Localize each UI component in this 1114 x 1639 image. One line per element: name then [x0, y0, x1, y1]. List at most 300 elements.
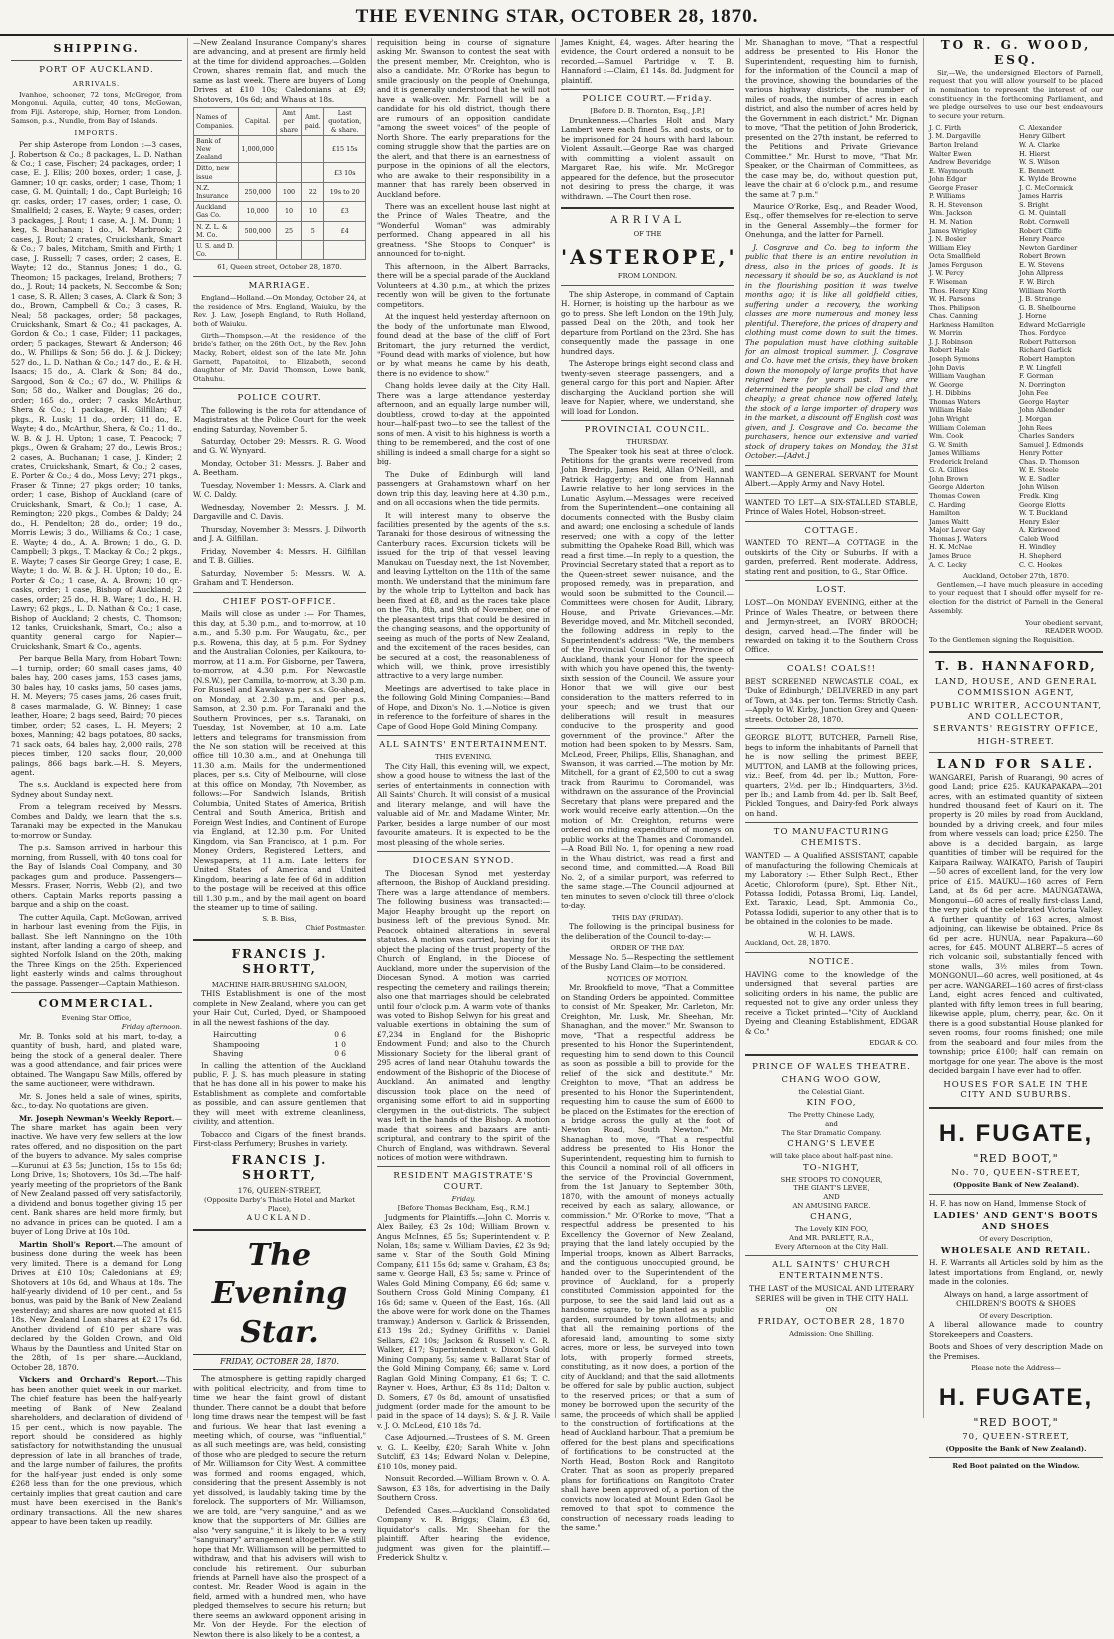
table-cell: U. S. and D. Co.: [194, 240, 239, 259]
every-desc: Of every Description,: [979, 1234, 1053, 1243]
sholl-heading: Martin Sholl's Report.: [19, 1239, 116, 1249]
table-cell: 10: [276, 202, 301, 221]
divider: [745, 659, 918, 660]
signatory-name: H. Shepherd: [1019, 551, 1062, 560]
signatory-name: James Ferguson: [929, 260, 983, 269]
signatory-name: Robert Hale: [929, 346, 970, 355]
editorial-cont-4: At the inquest held yesterday afternoon on the body of the unfortunate man Elwood, found dead at the base of the cliff of Fort Britomart, the jury returned the verdict, "Found dead with marks of violence, but how or by what means he came by his death, there is no evidence to show.": [377, 312, 550, 378]
signatory-name: John Wright: [929, 414, 970, 423]
signatory-name: W. S. Wilson: [1019, 158, 1060, 167]
rota-item: Saturday, October 29: Messrs. R. G. Wood and G. W. Wynyard.: [193, 437, 366, 456]
stoops: SHE STOOPS TO CONQUER,: [780, 1175, 883, 1184]
price-value: 0 6: [334, 1030, 346, 1040]
signatory-name: J. H. Dibbins: [929, 389, 971, 398]
signatory-name: J. Horne: [1019, 312, 1047, 321]
hannaford-line: HIGH-STREET.: [977, 737, 1055, 748]
table-cell: 10,000: [239, 202, 277, 221]
levee-text: will take place about half-past nine.: [770, 1152, 893, 1161]
all-saints-heading: ALL SAINTS' ENTERTAINMENT.: [379, 740, 548, 751]
signatory-name: Henry Pearce: [1019, 235, 1065, 244]
provincial-text: The Speaker took his seat at three o'clock. Petitions for the grants were received from John Bredrip, James Reid, Allan O'Neill, and Patrick Haggerty; and one from Hannah Lawrie relative to her long services in the Lunatic Asylum.—Messages were received from the Superintendent—one containing all documents connected with the Busby claim and award; one enclosing a schedule of lands reserved; one with a copy of the letter submitting the Opaheke Road Bill, which was read a first time.—In reply to a question, the Provincial Secretary stated that a report as to the Queen-street sewer nuisance, and the proposed remedy, was in preparation, and would soon be submitted to the Council.—Committees were chosen for Audit, Library, House, and Private Grievances.—Mr. Beveridge moved, and Mr. Mitchell seconded, the following address in reply to the Superintendent's address: "We, the members of the Provincial Council of the Province of Auckland, thank your Honor for the speech with which you have opened this, the twenty-sixth session of the Council. We assure your Honor that we will give our best consideration to the matters referred to in your speech; and we trust that our deliberations will result in measures conducive to the prosperity and good government of the province." After the motion had been spoken to by Messrs. Sam, McLeod, Freer, Philips, Ellis, Shanaghan, and Swanson, it was carried.—The motion by Mr. Mitchell, for a grant of £2,500 to cut a swag track from Raurimu to Coromandel, was withdrawn on the assurance of the Provincial Secretary that plans were prepared and the work would receive early attention.—On the motion of Mr. Creighton, returns were ordered on riding expenditure of moneys on public works at the Thames and Coromandel.—A Road Bill No. 1, for opening a new road in the Whau district, was read a first and second time, and committed.—A Road Bill No. 2, of a similar purport, was referred to the same stage.—The Council adjourned at ten minutes to seven o'clock till three o'clock to-day.: [561, 446, 734, 911]
wood-date: Auckland, October 27th, 1870.: [962, 572, 1069, 581]
divider: [745, 822, 918, 823]
notice-heading: NOTICE.: [808, 957, 855, 968]
editorial-cont-3: This afternoon, in the Albert Barracks, there will be a special parade of the Auckland Volunteers at 4.30 p.m., at which the prizes recently won will be given to the fortunate competitors.: [377, 261, 550, 309]
coals-heading: COALS! COALS!!: [786, 663, 877, 674]
signatory-name: C. Harding: [929, 500, 966, 509]
table-row: [194, 182, 366, 201]
signatory-name: R. H. Stevenson: [929, 200, 983, 209]
signatory-name: William Eley: [929, 243, 971, 252]
table-row: [194, 240, 366, 259]
post-sign: S. B. Biss,: [262, 915, 297, 924]
table-cell: 19s to 20: [324, 182, 366, 201]
opp-bank-2: (Opposite the Bank of New Zealand).: [945, 1444, 1087, 1453]
signatory-name: G. M. Quintall: [1019, 209, 1066, 218]
table-row: [194, 221, 366, 240]
aquila-text: The cutter Aquila, Capt. McGowan, arrived in harbour last evening from the Fijis, in ballast. She left Nanningno on the 10th instant, after landing a cargo of sheep, and sighted Norfolk Island on the 20th, making the Three Kings on the 25th. Experienced light easterly winds and calms throughout the passage. Passenger—Captain Mathieson.: [11, 912, 182, 988]
on-date: FRIDAY, OCTOBER 28, 1870: [757, 1316, 906, 1327]
please-note: Please note the Address—: [971, 1364, 1061, 1373]
editorial-cont-2: There was an excellent house last night at the Prince of Wales Theatre, and the "Wonderful Woman" was admirably performed. Chang appeared in all his greatness. "She Stoops to Conquer" is announced for to-night.: [377, 201, 550, 259]
table-cell: 10: [302, 202, 324, 221]
manuf-sign: W. H. LAWS.: [808, 929, 855, 939]
signatory-name: Joseph Symons: [929, 355, 980, 364]
divider: [929, 1107, 1103, 1109]
signatory-name: N. Dorrington: [1019, 380, 1066, 389]
signatory-name: William Coleman: [929, 423, 986, 432]
table-cell: [239, 240, 277, 259]
rota-item: Thursday, November 3: Messrs. J. Dilworth and J. A. Gilfillan.: [193, 524, 366, 544]
blott-ad: GEORGE BLOTT, BUTCHER, Parnell Rise, begs to inform the inhabitants of Parnell that he is now selling the primest BEEF, MUTTON, and LAMB at the following prices, viz.: Beef, from 4d. per lb.; Mutton, Fore-quarters, 2½d. per lb.; Hindquarters, 3½d. per lb.; and Lamb from 4d. per lb. Salt Beef, Pickled Tongues, and Dairy-fed Pork always on hand.: [745, 733, 918, 818]
rota-item: Wednesday, November 2: Messrs. J. M. Dargaville and C. Davis.: [193, 502, 366, 522]
imports-text-2: Per barque Bella Mary, from Hobart Town:—1 turnip, order; 60 small cases jams, 40 bales hay, 200 cases jams, 153 cases jams, 30 bales hay, 10 casks jams, 50 cases jams, H. M. Meyers; 75 cases jams, 26 cases fruit, 8 cases marmalade, G. W. Binney; 1 case leather, Hoare; 2 bags seed, Baird; 70 pieces timber, order; 52 cases, L. H. Meyers; 2 boxes, Manning; 42 bags potatoes, 80 sacks, 71 sack oats, 64 bales hay, 2,000 rails, 278 pieces timber, 120 sacks flour, 20,000 palings, 866 bags bark.—H. S. Meyers, agent.: [11, 654, 182, 778]
column-3: [372, 38, 556, 1562]
signatory-name: Octa Smallfield: [929, 252, 981, 261]
farce: AN AMUSING FARCE.: [792, 1201, 871, 1210]
shortt-opposite: (Opposite Darby's Thistle Hotel and Market Place),: [204, 1195, 355, 1213]
red-boot-2: "RED BOOT,": [973, 1415, 1059, 1429]
table-cell: 1,000,000: [239, 135, 277, 163]
wood-text: Sir,—We, the undersigned Electors of Parnell, request that you will allow yourself to be placed in nomination to represent the interest of our constituency in the forthcoming Parliament, and we pledge ourselves to use our best endeavours to secure your return.: [929, 68, 1103, 121]
shortt-city: AUCKLAND.: [246, 1213, 313, 1223]
signatory-name: Thos. Fordyce: [1019, 329, 1067, 338]
signatory-name: F. Wiseman: [929, 277, 968, 286]
signatory-name: Andrew Beveridge: [929, 158, 992, 167]
divider: [745, 1255, 918, 1256]
police-intro: The following is the rota for attendance of Magistrates at the Police Court for the week ending Saturday, November 5.: [193, 405, 366, 434]
fugate-text: H. F. has now on Hand, Immense Stock of: [929, 1198, 1086, 1208]
wholesale: WHOLESALE AND RETAIL.: [940, 1245, 1092, 1256]
divider: [745, 728, 918, 729]
signatory-name: W. T. Buckland: [1019, 509, 1068, 518]
editorial-cont-8: Meetings are advertised to take place in the following Gold Mining Companies:—Band of Hope, and Dixon's No. 1.—Notice is given in reference to the forfeiture of shares in the Cape of Good Hope Gold Mining Company.: [377, 683, 550, 731]
table-cell: [276, 135, 301, 163]
manuf-date: Auckland, Oct. 28, 1870.: [745, 939, 831, 948]
rota-item: Monday, October 31: Messrs. J. Baber and A. Beetham.: [193, 458, 366, 478]
signatory-name: Thomas J. Waters: [929, 534, 987, 543]
provincial-heading: PROVINCIAL COUNCIL.: [584, 424, 711, 435]
signatory-name: Walter Ewen: [929, 149, 972, 158]
signatory-name: Hamilton: [929, 509, 961, 518]
signatory-name: James Wrigley: [929, 226, 977, 235]
no-70: No. 70, QUEEN-STREET,: [951, 1168, 1081, 1179]
lost-heading: LOST.: [816, 585, 847, 596]
warrants: H. F. Warrants all Articles sold by him as the latest importations from England, or, newly made in the colonies.: [929, 1258, 1103, 1287]
signatory-name: W. George: [929, 380, 964, 389]
arrivals-text: Ivanhoe, schooner, 72 tons, McGregor, from Mongonui. Aquila, cutter, 40 tons, McGowan, from Fiji. Asterope, ship, Horner, from London. Samson, p.s., Nundle, from Bay of Islands.: [11, 90, 182, 125]
col-header: Last quotation, & share.: [324, 108, 366, 136]
divider: [929, 651, 1103, 653]
price-row: [213, 1030, 346, 1039]
signatory-name: A. Kirkwood: [1019, 526, 1060, 535]
signatory-name: W. Morrin: [929, 329, 963, 338]
signatory-name: Robert Brown: [1019, 252, 1066, 261]
signatory-name: C. C. Hookes: [1019, 560, 1062, 569]
signatory-name: W. E. Sadler: [1019, 474, 1060, 483]
arrivals-heading: ARRIVALS.: [72, 79, 121, 88]
theatre-kinfoo: KIN FOO,: [806, 1098, 857, 1109]
column-2: [188, 38, 372, 1639]
imports-text: Per ship Asterope from London :—3 cases, J. Robertson & Co.; 8 packages, L. D. Nathan & Co.; 1 case, Fischer; 24 packages, order; 1 case, E. J. Ellis; 200 boxes, order; 1 case, J. Gamner; 10 qr. casks, order; 1 case, Thom; 1 case, G. M. Quintall; 1 do., Capt Burleigh; 16 qr. casks, order; 17 cases, order; 1 case, O. Smallfield; 2 cases, E. Wayte; 9 cases, order; 3 packages, J. Rout; 1 case, A. J. M. Dunn; 1 keg, S. Buchanan; 1 do., M. Marbrook; 2 cases, J. Rout; 2 crates, Cruickshank, Smart & Co.; 7 bales, Mitcham, Smith and Firth; 1 case, J. Russell; 7 cases, order; 2 cases, E. Wayte; 12 do., Stannus Jones; 1 do., G. Theomon; 15 packages, Ireland, Brothers; 7 do., J. Rout; 14 packets, N. Seccombe & Son; 1 case, S. R. Allen; 3 cases, A. Clark & Son; 3 do., Brown, Campbell & Co.; 3 cases, R. Neal; 58 packages, order; 58 packages, Cruickshank, Smart & Co.; 41 packages, A. Gordon & Co.; 1 case, Filder; 11 packages, order; 5 packages, Stewart & Anderson; 46 do., W. Phillips & Son; 56 do. J. & J. Dickey; 527 do., L. D. Nathan & Co.; 147 do., E. & H. Isaacs; 15 do., A. Clark & Son; 84 do., Sargood, Son & Co.; 67 do., W. Phillips & Son; 58 do., Walker and Douglas; 26 do., order; 165 do., order; 7 casks McArthur, Shera & Co.; 1 package, H. Gilfillan; 47 pkgs., R. Lusk; 11 do., order; 11 do., E. Wayte; 4 do., McArthur, Shera, & Co.; 11 do., W. B. & J. H. Upton; 1 case, T. Peacock; 7 pkgs., Owen & Graham; 27 do., Lewis Bros.; 2 cases, A. Buchanan; 1 case, J. Kinder; 2 crates, Cruickshank, Smart, & Co.; 2 cases, E. Porter & Co.; 4 do., Moss Levy; 271 pkgs., Fraser & Tinne; 27 pkgs order; 10 tanks, order; 1 case, Bishop of Auckland (care of Cruickshank, Smart, & Co.); 1 case, A. Remington; 220 pkgs., Combes & Daldy; 24 do., H. Pendelton; 28 do., order; 19 do., Morris Lewis; 3 do., Williams & Co.; 1 case, E. Wayte; 4 do., A. A. Brown; 1 do., G. D. Campbell; 3 pkgs., T. Mackay & Co.; 2 pkgs., E. Wayte; 7 cases Sir George Grey; 1 case, E. Wayte; 1 do. W. B. & J. H. Upton; 10 do., E. Porter & Co.; 1 case, A. A. Brown; 10 qr.-casks, order; 1 case, Bishop of Auckland; 2 cases, order; 25 do., H. B. Ware; 1 do., H. H. Lawry; 62 pkgs., L. D. Nathan & Co.; 1 case, Bishop of Auckland; 2 chests, C. Thomson; 12 tanks, Cruickshank, Smart, Co.; also a quantity general cargo for Napier—Cruickshank, Smart & Co., agents.: [11, 140, 182, 651]
theatre-lady: The Pretty Chinese Lady,: [788, 1111, 875, 1120]
column-6: [924, 38, 1108, 1471]
notice-sign: EDGAR & CO.: [869, 1039, 918, 1048]
price-value: 0 6: [334, 1049, 346, 1059]
divider: [193, 939, 366, 941]
signatory-name: John Fee: [1019, 389, 1049, 398]
table-cell: [239, 163, 277, 182]
rota-item: Saturday, November 5: Messrs. W. A. Graham and T. Henderson.: [193, 568, 366, 588]
no-70-2: 70, QUEEN-STREET,: [962, 1431, 1070, 1442]
rota-item: Tuesday, November 1: Messrs. A. Clark and W. C. Daldy.: [193, 480, 366, 500]
post-office-text: Mails will close as under :— For Thames, this day, at 5.30 p.m., and to-morrow, at 10 a.m., and 5.30 p.m. For Waugatu, &c., per p.s. Rowena, this day, at 5 p.m. For Sydney and the Australian Colonies, per Kaikoura, to-morrow, at 11 a.m. For Gisborne, per Tawera, to-morrow, at 4.30 p.m. For Newcastle (N.S.W.), per Camilla, to-morrow, at 3.30 p.m. For Russell and Kawakawa per s.s. Go-ahead, on Monday, at 2.30 p.m., and per p.s. Samson, at 2.30 p.m. For Taranaki and the Southern Provinces, per s.s. Taranaki, on Tuesday, 1st November, at 10 a.m. Late letters and telegrams for transmission from the Ne son station will be received at this office till 10.30 a.m., and at Onehunga till 11.30 a.m. Mails for the undermentioned places, per s.s. City of Melbourne, will close at this office on Monday, 7th November, as follows:—For Sandwich Islands, British Columbia, United States of America, British Central and South America, British and Foreign West Indies, and Continent of Europe via England, at 12.30 p.m. For United Kingdom, via San Francisco, at 1 p.m. For Money Orders, Registered Letters, and Newspapers, at 11 a.m. Late letters for United States of America and United Kingdom, bearing a late fee of 6d in addition to the postage will be received at this office till 1.30 p.m., and by the mail agent on board the steamer up to time of sailing.: [193, 609, 366, 912]
signatory-name: E. Waymouth: [929, 166, 974, 175]
shortt-text-3: Tobacco and Cigars of the finest brands. First-class Perfumery; Brushes in variety.: [193, 1129, 366, 1149]
signatory-name: Caleb Wood: [1019, 534, 1059, 543]
resident-before: [Before Thomas Beckham, Esq., R.M.]: [397, 1203, 530, 1212]
liberal-line: A liberal allowance made to country Storekeepers and Coasters.: [929, 1320, 1103, 1339]
price-value: 1 0: [334, 1039, 346, 1049]
signatory-name: Wm. Jackson: [929, 209, 973, 218]
nonsuit: Nonsuit Recorded.—William Brown v. O. A. Sawson, £3 18s, for advertising in the Daily Southern Cross.: [377, 1474, 550, 1503]
giants-levee: THE GIANT'S LEVEE,: [793, 1184, 870, 1193]
resident-text: Judgments for Plaintiffs.—John C. Morris v. Alex Bailey, £3 2s 10d; William Brown v. Angus McInnes, £5 5s; Superintendent v. P. Nolan, 18s; same v. William Davies, £2 3s 9d; same v. Star of the South Gold Mining Company, £11 15s 6d; same v. Graham, £3 8s; same v. George Hall, £3 5s; same v. Prince of Wales Gold Mining Company, £6 6d; same v. Southern Cross Gold Mining Company, £1 16s 6d; same v. Queen of the East, 16s. (All the above were for work done on the Thames tramway.) Anderson v. Garlick & Brissenden, £13 19s 2d.; Sydney Griffiths v. Daniel Sellars, £2 10s; Jackson & Russell v. C. R. Walker, £17; Superintendent v. Dixon's Gold Mining Company, 5s; same v. Ballarat Star of the Gold Mining Company, £6; same v. Lord Raglan Gold Mining Company, £1 6s; T. C. Rayner v. Hoes, Arthur, £3 8s 11d; Dalton v. D. Somers, £7 0s 8d, amount of unsatisfied judgment (order made for the amount to be paid in the space of 14 days); S. & J. R. Vaile v. J. O. McLeod, £10 18s 7d.: [377, 1212, 550, 1430]
signatory-name: Henry Esler: [1019, 517, 1060, 526]
divider: [929, 752, 1103, 753]
col-header: Amt. paid.: [302, 108, 324, 136]
marriage-text: England—Holland.—On Monday, October 24, at the residence of Mrs. England, Waiuku, by the Rev. J. Law, Joseph England, to Ruth Holland, both of Waiuku.: [193, 293, 366, 328]
this-evening: THIS EVENING.: [435, 753, 492, 762]
star-date: FRIDAY, OCTOBER 28, 1870.: [193, 1354, 366, 1370]
signatory-name: Henry Potter: [1019, 449, 1063, 458]
signatory-name: J. N. Bosler: [929, 235, 967, 244]
signatory-name: George Fraser: [929, 183, 978, 192]
signatory-name: H. Windley: [1019, 543, 1056, 552]
col-header: Names of Companies.: [194, 108, 239, 136]
signatory-name: John Rees: [1019, 423, 1053, 432]
table-cell: £3 10s: [324, 163, 366, 182]
newman-report: [11, 1114, 182, 1237]
coals-ad: BEST SCREENED NEWCASTLE COAL, ex 'Duke of Edinburgh,' DELIVERED in any part of Town, at 34s. per ton. Terms: Strictly Cash.—Apply to W. Kirby, Junction Grey and Queen-streets. October 28, 1870.: [745, 676, 918, 724]
divider: [745, 952, 918, 953]
all-saints-text: The City Hall, this evening will, we expect, show a good house to witness the last of the series of entertainments in connection with All Saints' Church. It will consist of a musical and literary melange, and will have the valuable aid of Mr. and Madame Winter, Mr. Parker, besides a large number of our most favourite amateurs. It is expected to be the most pleasing of the whole series.: [377, 761, 550, 847]
divider: [745, 465, 918, 466]
post-office-heading: CHIEF POST-OFFICE.: [222, 596, 337, 607]
admission: Admission: One Shilling.: [789, 1329, 874, 1338]
theatre-heading: PRINCE OF WALES THEATRE.: [752, 1061, 911, 1072]
table-cell: 100: [276, 182, 301, 201]
asterope-text: The ship Asterope, in command of Captain H. Horner, is hoisting up the harbour as we go to press. She left London on the 19th July, passed Deal on the 20th, and took her departure from Portland on the 23rd. She has consequently made the passage in one hundred days.: [561, 289, 734, 356]
wood-sign: READER WOOD.: [1044, 627, 1103, 636]
arrival-heading: ARRIVAL: [610, 215, 685, 227]
signatory-name: Robert Patterson: [1019, 337, 1076, 346]
port-heading: PORT OF AUCKLAND.: [39, 65, 154, 76]
signatory-name: J. M. Dargaville: [929, 132, 981, 141]
signatory-name: Chas. Canning: [929, 312, 978, 321]
police-before: [Before D. B. Thornton, Esq., J.P.]: [590, 107, 705, 116]
signatory-name: William Vaughan: [929, 372, 986, 381]
commercial-text-2: Mr. S. Jones held a sale of wines, spirits, &c., to-day. No quotations are given.: [11, 1091, 182, 1111]
table-cell: [302, 163, 324, 182]
signatory-name: G. W. Smith: [929, 440, 968, 449]
editorial-cont-5: Chang holds levee daily at the City Hall. There was a large attendance yesterday afternoon, and an equally large number will, doubtless, crowd to-day at the appointed hour—half-past two—to see the tallest of the sons of men. A visit to his highness is worth a thing to be remembered, and the cost of one shilling is indeed a small charge for a sight so big.: [377, 381, 550, 467]
newman-text: —The share market has again been very inactive. We have very few sellers at the low rates offered, and no disposition on the part of the buyers to advance. My sales comprise—Kurunui at £3 5s; Junction, 15s to 15s 6d; Long Drive, 1s; Shotovers, 10s 3d.—The half-yearly meeting of the proprietors of the Bank of New Zealand passed off very satisfactorily, a dividend and bonus together giving 15 per cent. Bank shares are held more firmly, but no advance in prices can be quoted. I am a buyer of Long Drive at 10s 10d.: [11, 1113, 182, 1237]
signatory-name: H. K. McNae: [929, 543, 973, 552]
price-label: Shampooing: [213, 1039, 260, 1049]
wood-reply: Gentlemen,—I have much pleasure in acceding to your request that I should offer myself for re-election for the district of Parnell in the General Assembly.: [929, 580, 1103, 615]
every-afternoon: Every Afternoon at the City Hall.: [774, 1242, 889, 1251]
signatory-name: Robert Cliffe: [1019, 226, 1062, 235]
signatory-name: Robert Hampton: [1019, 355, 1075, 364]
sholl-text: —The amount of business done during the week has been very limited. There is a demand for Long Drives at £10 10s; Caledonians at £9; Shotovers at 10s 6d, and Whaus at 18s. The half-yearly dividend of 10 per cent., and 5s bonus, was paid by the Bank of New Zealand yesterday; and shares are now quoted at £15 18s. New Zealand Loan shares at £2 17s 6d. Another dividend of £10 per share was declared by the Golden Crown, and Old Whaus by the Dauntless and United Star on the 28th, of 1s per share.—Auckland, October 28, 1870.: [11, 1239, 182, 1372]
signatory-name: Richard Garlick: [1019, 346, 1072, 355]
signatory-name: Barton Ireland: [929, 140, 979, 149]
price-label: Shaving: [213, 1049, 244, 1059]
signatory-name: Thos. Philipson: [929, 303, 981, 312]
table-row: [194, 202, 366, 221]
signatory-name: P. W. Lingfell: [1019, 363, 1062, 372]
table-cell: 25: [276, 221, 301, 240]
signatory-name: J. Morgan: [1019, 414, 1052, 423]
table-cell: [324, 240, 366, 259]
diocesan-heading: DIOCESAN SYNOD.: [412, 856, 515, 867]
table-cell: £3: [324, 202, 366, 221]
editorial-cont-6: The Duke of Edinburgh will land passengers at Grahamstown wharf on her down trip this day, leaving here at 4.30 p.m., and on all occasions when the tide permits.: [377, 469, 550, 508]
signatory-name: J. W. Percy: [929, 269, 964, 278]
theatre-chang: CHANG WOO GOW,: [781, 1074, 882, 1085]
signatory-name: John Allpress: [1019, 269, 1064, 278]
shortt-name: FRANCIS J. SHORTT,: [231, 1152, 328, 1183]
divider: [377, 1166, 550, 1167]
table-cell: £15 15s: [324, 135, 366, 163]
table-cell: 5: [302, 221, 324, 240]
signatory-name: Samuel J. Edmonds: [1019, 440, 1084, 449]
signatory-name: John Allender: [1019, 406, 1065, 415]
chang-2: CHANG,: [810, 1212, 853, 1223]
cottage-heading: COTTAGE.: [804, 525, 859, 536]
signatory-name: S. Bright: [1019, 200, 1049, 209]
auckland-expected: The s.s. Auckland is expected here from Sydney about Sunday next.: [11, 780, 182, 799]
signatory-name: Thomas Cowen: [929, 492, 981, 501]
signatory-name: E. Bennett: [1019, 166, 1055, 175]
table-cell: Ditto, new issue: [194, 163, 239, 182]
price-list: [213, 1030, 346, 1058]
table-cell: [302, 135, 324, 163]
theatre-and: and: [825, 1119, 838, 1128]
nomination-text: Maurice O'Rorke, Esq., and Reader Wood, Esq., offer themselves for re-election to serve in the General Assembly—the former for Onehunga, and the latter for Parnell.: [745, 201, 918, 240]
divider: [193, 592, 366, 593]
last-entertainment: THE LAST of the MUSICAL AND LITERARY SERIES will be given in THE CITY HALL: [748, 1284, 915, 1303]
friday-line: Friday afternoon.: [121, 1023, 182, 1032]
divider: [193, 388, 366, 389]
divider: [11, 60, 182, 61]
price-row: [213, 1049, 346, 1058]
nz-insurance-text: —New Zealand Insurance Company's shares are advancing, and at present are firmly held at the time for dividend approaches.—Golden Crown, shares remain flat, and much the same as last week. There are buyers of Long Drives at £10 10s; Caledonians at £9; Shotovers, 10s 6d; and Whaus at 18s.: [193, 38, 366, 104]
columns: [6, 38, 1108, 1639]
fugate-heading-2: H. FUGATE,: [938, 1384, 1094, 1412]
from-london: FROM LONDON.: [617, 272, 678, 281]
divider: [561, 285, 734, 286]
notices-heading: NOTICES OF MOTION.: [606, 974, 689, 983]
vickers-text: —This has been another quiet week in our market. The chief feature has been the half-yearly meeting of Bank of New Zealand shareholders, and declaration of dividend of 15 per cent., which is now payable. The report should be considered as highly satisfactory for notwithstanding the unusual depression of late in all branches of trade, and the large number of failures, the profits for the half-year just ended is only some £268 less than for the one previous, which certainly implies that great caution and care must have been exercised in the Bank's ordinary transactions. All the new shares appear to have been taken up readily.: [11, 1375, 182, 1527]
signatory-name: George Alderton: [929, 483, 985, 492]
column-1: [6, 38, 188, 1527]
divider: [11, 992, 182, 993]
signatory-name: Chas. D. Thomson: [1019, 457, 1080, 466]
col-header: Amt per share: [276, 108, 301, 136]
vickers-heading: Vickers and Orchard's Report.: [19, 1375, 159, 1385]
divider: [745, 580, 918, 581]
manuf-ad: WANTED — A Qualified ASSISTANT, capable of manufacturing the following Chemicals at my Laboratory :— Ether Sulph Rect., Ether Acetic, Chloroform (pure), Spt. Ether Nit., Potassa Iodidi, Potassa Bromi, Liq. Landel, Ext. Taraxic, Lead, Spt. Ammonia Co., Potassa Iodidi, superior to any other that is to be obtained in the colonies to be made.: [745, 851, 918, 927]
order-heading: ORDER OF THE DAY.: [610, 944, 685, 953]
rota-item: Friday, November 4: Messrs. H. Gilfillan and T. B. Gillies.: [193, 546, 366, 566]
notices-text: Mr. Brookfield to move, "That a Committee on Standing Orders be appointed. Committee to consist of Mr. Speaker, Mr. Carleton, Mr. Creighton, Mr. Lusk, Mr. Sheehan, Mr. Shanaghan, and the mover." Mr. Swanson to move, "That a respectful address be presented to his Honor the Superintendent, requesting him to send down to this Council as soon as possible a bill to provide for the relief of the sick and destitute." Mr. Creighton to move, "That an address be presented to his Honor the Superintendent, requesting him to cause the sum of £600 to be placed on the Estimates for the erection of a bridge across the gully at the foot of Newton Road, South Newton." Mr. Shanaghan to move, "That a respectful address be presented to His Honor the Superintendent, requesting him to furnish to this Council a nominal roll of all officers in the service of the Provincial Government, from the 1st January to September 30th, 1870, with the amount of moneys actually received by each as salary, allowance, or commission." Mr. O'Rorke to move, "That a respectful address be presented to his Excellency the Governor of New Zealand, praying that the land lately occupied by the Imperial troops, known as Albert Barracks, and the contiguous unoccupied ground, be handed over to the Superintendent of the province of Auckland, for a properly constituted Commission appointed for the purpose, to see the said land laid out as a handsome square, to be planted as a public garden, surrounded by town allotments; and that all the remaining portions of the aforesaid land, amounting to some sixty acres, more or less, be surveyed into town lots, with properly formed streets, constituting, as it now does, a portion of the city of Auckland; and that the said allotments be offered for sale by public auction, subject to the reserved prices; or that a sum of money be borrowed upon the security of the same, the proceeds of which shall be applied to the construction of fortifications at the head of Auckland harbour. That a premium be offered for the best plans and specifications of fortifications to be constructed at the North Head, Boston Rock and Rangitoto Crater. That as soon as properly prepared plans for fortifications on Rangitoto Crater shall have been approved of, a portion of the convicts now located at Mount Eden Gaol be removed to that spot to commence the construction of necessary roads leading to the same.": [561, 983, 734, 1533]
on-line: ON: [825, 1306, 838, 1315]
signatory-name: J. C. McCormick: [1019, 183, 1073, 192]
notice-ad: HAVING come to the knowledge of the undersigned that several parties are soliciting orders in his name, the public are requested not to give any order unless they receive a Ticket printed—"City of Auckland Dyeing and Cleaning Establishment, EDGAR & Co.": [745, 969, 918, 1036]
signatory-name: James Harris: [1019, 192, 1063, 201]
divider: [929, 1457, 1103, 1458]
hannaford-line: LAND, HOUSE, AND GENERAL COMMISSION AGENT,: [934, 676, 1098, 698]
boots-made: Boots and Shoes of very description Made on the Premises.: [929, 1342, 1103, 1361]
theatre-giant: the Celestial Giant.: [798, 1087, 865, 1096]
imports-heading: IMPORTS.: [74, 129, 119, 138]
signatory-name: John Edgar: [929, 175, 967, 184]
police-court-heading: POLICE COURT.: [237, 392, 322, 403]
table-cell: N.Z. Insurance: [194, 182, 239, 201]
signatory-name: W. E. Steele: [1019, 466, 1059, 475]
editorial-cont-7: It will interest many to observe the facilities presented by the agents of the s.s. Taranaki for those desirous of witnessing the Canterbury races. Excursion tickets will be issued for the trip of that vessel leaving Manukau on Tuesday next, the 1st November, and leaving Lyttelton on the 11th of the same month. We understand that the minimum fare by the whole trip to Lyttelton and back has been fixed at £8, and as the races take place on the 7th, 8th, and 9th of November, one of the pleasantest trips that could be desired in the changing seasons, and the opportunity of seeing as much of the ports of New Zealand, and the excitement of the races besides, can be secured at a cost, the reasonableness of which will, we think, prove irresistibly attractive to a very large number.: [377, 510, 550, 681]
signatory-name: Newton Gardiner: [1019, 243, 1078, 252]
signatory-name: Frederick Ireland: [929, 457, 988, 466]
samson-text: The p.s. Samson arrived in harbour this morning, from Russell, with 40 tons coal for the Bay of Islands Coal Company, and 30 packages gum and produce. Passengers—Messrs. Fraser, Norris, Webb (2), and two others. Captain Marks reports passing a barque and a ship on the coast.: [11, 843, 182, 910]
cottage-ad: WANTED TO RENT—A COTTAGE in the outskirts of the City or Suburbs. If with a garden, preferred. Rent moderate. Address, stating rent and position, to G., Star Office.: [745, 538, 918, 576]
parlett: And MR. PARLETT, R.A.,: [789, 1234, 874, 1242]
masthead: THE EVENING STAR, OCTOBER 28, 1870.: [0, 0, 1114, 36]
resident-day: Friday.: [451, 1195, 476, 1204]
levee-heading: CHANG'S LEVEE: [787, 1139, 876, 1150]
resident-heading: RESIDENT MAGISTRATE'S COURT.: [393, 1171, 534, 1193]
ladies-line: LADIES' AND GENT'S BOOTS AND SHOES: [933, 1211, 1099, 1233]
servant-ad: WANTED—A GENERAL SERVANT for Mount Albert.—Apply Army and Navy Hotel.: [745, 469, 918, 489]
signatory-name: F. W. Birch: [1019, 277, 1055, 286]
divider: [193, 276, 366, 277]
hannaford-line: PUBLIC WRITER, ACCOUNTANT, AND COLLECTOR,: [930, 700, 1102, 722]
divider: [561, 89, 734, 90]
lost-ad: LOST—On MONDAY EVENING, either at the Prince of Wales Theatre, or between there and Jermyn-street, an IVORY BROOCH; design, carved head.—The finder will be rewarded on taking it to the Southern Cross Office.: [745, 598, 918, 655]
signatory-name: John Davis: [929, 363, 965, 372]
theatre-company: The Star Dramatic Company.: [781, 1128, 882, 1137]
editorial-text: The atmosphere is getting rapidly charged with political electricity, and from time to time we hear the faint growl of distant thunder. There cannot be a doubt that before long time draws near the tempest will be fast and furious. We hear that last evening a meeting which, of course, was "influential," as all such meetings are, was held, consisting of those who are pledged to secure the return of Mr. Williamson for City West. A committee was formed and rooms engaged, which, considering that the present Assembly is not yet dissolved, is laudably taking time by the forelock. The supporters of Mr. Williamson, we are told, are "very sanguine," and as we know that the supporters of Mr. Gillies are also "very sanguine," it is likely to be a very "sanguinary" arrangement altogether. We still hope that Mr. Williamson will be permitted to withdraw, and that his advisers will wish to conclude his retirement. Our suburban friends at Parnell have also the prospect of a contest. Mr. Reader Wood is again in the field, armed with a hundred men, who have pledged themselves to secure his return; but there seems an awkward opponent arising in Mr. Von der Heyde. For the election of Newton there is also likely to be a contest, a: [193, 1374, 366, 1639]
price-label: Haircutting: [213, 1030, 257, 1040]
thursday: THURSDAY.: [626, 437, 669, 446]
red-painted: Red Boot painted on the Window.: [952, 1462, 1080, 1471]
signatory-name: E. W. Stevens: [1019, 260, 1065, 269]
post-title: Chief Postmaster.: [305, 924, 366, 933]
cosgrave-text: J. Cosgrave and Co. beg to inform the public that there is an entire revolution in dress, also in the prices of goods. It is necessary it should be so, as Auckland is not in the flourishing position it was twelve months ago; it is like all goldfield cities, suffering under a recovery, the working classes are more numerous and money less plentiful. Therefore, the prices of drapery and clothing must come down to suit the times. The population must have clothing suitable for an almost tropical summer. J. Cosgrave and Co. have met the crisis, they have broken down the monopoly of large profits that have reigned here for years past. They are determined the people shall be clad and that cheaply; a great chance now offered lately, the stock of a large importer of drapery was in the market, a discount off English cost was given, and J. Cosgrave and Co. became the purchasers, hence our extensive and varied stock of drapery takes on Monday, the 31st October.—[Advt.]: [745, 242, 918, 461]
signatory-name: G. A. Gillies: [929, 466, 969, 475]
signatory-name: Charles Sanders: [1019, 432, 1075, 441]
signatory-name: John Wilson: [1019, 483, 1059, 492]
names-left: [929, 124, 1013, 569]
signatory-name: A. C. Lecky: [929, 560, 967, 569]
land-heading: LAND FOR SALE.: [936, 757, 1096, 772]
editorial-cont: requisition being in course of signature asking Mr. Swanson to contest the seat with the present member, Mr. Creighton, who is also a candidate. Mr. O'Rorke has begun to smile graciously on the people of Onehunga, and it is generally understood that he will not have a walk-over. Mr. Farnell will be a candidate for his old district, though there are rumours of an opposition candidate "among the sweet voices" of the people of North Shore. The early preparations for the coming struggle show that the parties are on the alert, and that there is an earnestness of purpose in the opinions of all the electors, who are awake to their responsibility in a manner that has rarely been observed in Auckland before.: [377, 38, 550, 199]
newman-heading: Mr. Joseph Newman's Weekly Report.: [19, 1113, 175, 1123]
signatory-name: K. Wylde Browne: [1019, 175, 1077, 184]
signatory-name: F. Gorman: [1019, 372, 1054, 381]
shipping-heading: SHIPPING.: [53, 42, 140, 55]
signatory-name: James Williams: [929, 449, 980, 458]
wood-to: To the Gentlemen signing the Requisition.: [929, 635, 1075, 644]
houses-heading: HOUSES FOR SALE IN THE CITY AND SUBURBS.: [943, 1079, 1089, 1101]
police-text: Drunkenness.—Charles Holt and Mary Lambert were each fined 5s. and costs, or to be imprisoned for 24 hours with hard labour. Violent Assault.—George Rae was charged with committing a violent assault on Margaret Rae, his wife. Mr. McGregor appeared for the defence, but the prosecutor not desiring to press the charge, it was withdrawn. —The Court then rose.: [561, 115, 734, 201]
office-line: Evening Star Office,: [61, 1014, 132, 1023]
column-5: [740, 38, 924, 1418]
red-boot: "RED BOOT,": [973, 1152, 1059, 1166]
signatory-name: Thos. Henry King: [929, 286, 988, 295]
divider: [561, 207, 734, 209]
sholl-report: [11, 1240, 182, 1373]
table-cell: [276, 240, 301, 259]
signatory-name: G. B. Shelbourne: [1019, 303, 1076, 312]
table-cell: 500,000: [239, 221, 277, 240]
table-row: [194, 163, 366, 182]
signatory-name: Fredk. King: [1019, 492, 1059, 501]
divider: [193, 1229, 366, 1231]
signatory-name: J. B. Strange: [1019, 295, 1061, 304]
wood-servant: Your obedient servant,: [1025, 618, 1103, 627]
manuf-heading: TO MANUFACTURING CHEMISTS.: [773, 827, 890, 849]
divider: [745, 493, 918, 494]
signatory-names: [929, 124, 1103, 569]
table-cell: N. Z. L. & M. Co.: [194, 221, 239, 240]
signatory-name: H. Hierst: [1019, 149, 1050, 158]
signatory-name: Major Lever Gay: [929, 526, 986, 535]
table-cell: [276, 163, 301, 182]
telegram-text: From a telegram received by Messrs. Combes and Daldy, we learn that the s.s. Taranaki may be expected in the Manukau to-morrow or Sunday.: [11, 802, 182, 840]
column-4: [556, 38, 740, 1533]
marriage-heading: MARRIAGE.: [248, 280, 311, 291]
signatory-name: Wm. Cook: [929, 432, 964, 441]
of-every: Of every Description.: [979, 1311, 1053, 1320]
court-cont: James Knight, £4, wages. After hearing the evidence, the Court ordered a nonsuit to be recorded.—Samuel Partridge v. T. B. Hannaford :—Claim, £1 14s. 8d. Judgment for plaintiff.: [561, 38, 734, 85]
commercial-heading: COMMERCIAL.: [38, 997, 155, 1011]
signatory-name: John Brown: [929, 474, 969, 483]
signatory-name: George Hayter: [1019, 397, 1069, 406]
share-table-body: [194, 135, 366, 259]
